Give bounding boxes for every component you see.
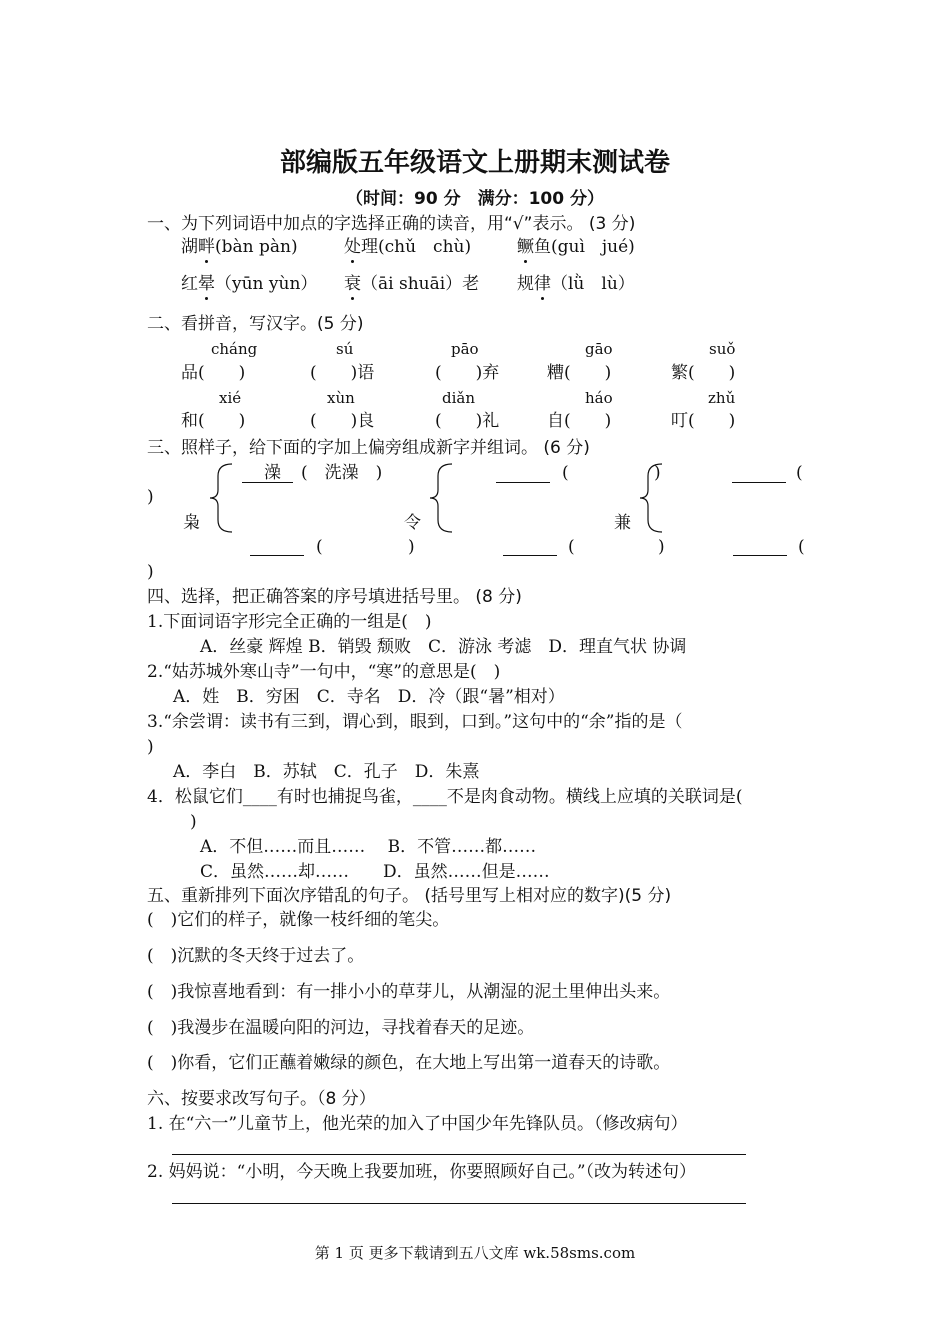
- paren-open: (: [562, 463, 569, 483]
- base-char: 兼: [614, 513, 631, 533]
- char-blank: 自( ): [547, 411, 612, 431]
- item-readings: （āi shuāi）老: [361, 274, 480, 294]
- char-blank: 糟( ): [547, 363, 612, 383]
- item-readings: 理(chǔ chù): [361, 237, 472, 257]
- char-blank: ( )语: [310, 363, 375, 383]
- answer-line: [172, 1203, 746, 1204]
- pinyin-label: pāo: [451, 340, 479, 358]
- pinyin-label: xùn: [327, 389, 355, 407]
- question-4: 4．松鼠它们____有时也捕捉鸟雀，____不是肉食动物。横线上应填的关联词是(: [147, 787, 743, 807]
- question-3: 3.“余尝谓：读书有三到，谓心到，眼到，口到。”这句中的“余”指的是（: [147, 712, 683, 732]
- pinyin-item: [344, 273, 479, 295]
- brace-left: [208, 462, 234, 534]
- char-blank: 和( ): [181, 411, 246, 431]
- item-prefix: 红: [181, 274, 198, 294]
- paren-close: ): [408, 537, 415, 557]
- pinyin-item: [181, 273, 317, 295]
- paren-open: (: [568, 537, 575, 557]
- item-prefix: 规: [517, 274, 534, 294]
- example-answer: [242, 462, 382, 484]
- dotted-char: 鳜: [517, 237, 534, 257]
- pinyin-label: sú: [336, 340, 354, 358]
- brace-left: [638, 462, 664, 534]
- page-footer: 第 1 页 更多下载请到五八文库 wk.58sms.com: [314, 1244, 636, 1262]
- pinyin-item: [517, 236, 635, 258]
- paren-close: ): [658, 537, 665, 557]
- question-3-tail: ): [147, 737, 154, 757]
- item-readings: 鱼(guì jué): [534, 237, 635, 257]
- char-blank: 品( ): [181, 363, 246, 383]
- dotted-char: 衰: [344, 274, 361, 294]
- section-5-heading: 五、重新排列下面次序错乱的句子。 (括号里写上相对应的数字)(5 分): [147, 886, 672, 906]
- page-subtitle: （时间：90 分 满分：100 分）: [346, 189, 604, 209]
- rewrite-question-2: 2. 妈妈说：“小明，今天晚上我要加班，你要照顾好自己。”（改为转述句）: [147, 1162, 697, 1182]
- pinyin-item: [344, 236, 471, 258]
- pinyin-label: cháng: [211, 340, 258, 358]
- question-4-options-a: A．不但……而且…… B．不管……都……: [200, 837, 537, 857]
- rewrite-question-1: 1. 在“六一”儿童节上，他光荣的加入了中国少年先锋队员。（修改病句）: [147, 1114, 688, 1134]
- pinyin-label: háo: [585, 389, 613, 407]
- paren-open: (: [798, 537, 805, 557]
- question-2: 2.“姑苏城外寒山寺”一句中，“寒”的意思是( ): [147, 662, 501, 682]
- dotted-char: 处: [344, 237, 361, 257]
- reorder-sentence: ( )你看，它们正蘸着嫩绿的颜色，在大地上写出第一道春天的诗歌。: [147, 1053, 671, 1073]
- brace-left: [428, 462, 454, 534]
- dotted-char: 律: [534, 274, 551, 294]
- example-word: ( 洗澡 ): [301, 463, 383, 483]
- char-blank: ( )礼: [435, 411, 500, 431]
- base-char: 枭: [183, 513, 200, 533]
- pinyin-item: [517, 273, 635, 295]
- pinyin-label: gāo: [585, 340, 613, 358]
- char-blank: ( )良: [310, 411, 375, 431]
- question-4-options-b: C．虽然……却…… D．虽然……但是……: [200, 862, 550, 882]
- question-1-options: A．丝豪 辉煌 B．销毁 颓败 C．游泳 考滤 D．理直气状 协调: [200, 637, 687, 657]
- reorder-sentence: ( )沉默的冬天终于过去了。: [147, 946, 365, 966]
- answer-line: [250, 555, 304, 556]
- char-blank: 叮( ): [671, 411, 736, 431]
- question-4-tail: ): [190, 812, 197, 832]
- dotted-char: 晕: [198, 274, 215, 294]
- pinyin-label: diǎn: [442, 389, 476, 407]
- reorder-sentence: ( )我惊喜地看到：有一排小小的草芽儿，从潮湿的泥土里伸出头来。: [147, 982, 671, 1002]
- section-3-heading: 三、照样子，给下面的字加上偏旁组成新字并组词。 (6 分): [147, 438, 590, 458]
- answer-line: [732, 482, 786, 483]
- paren-open: (: [316, 537, 323, 557]
- char-blank: 繁( ): [671, 363, 736, 383]
- answer-line: [503, 555, 557, 556]
- item-readings: (bàn pàn): [215, 237, 298, 257]
- example-char: 澡: [242, 464, 293, 483]
- question-3-options: A．李白 B．苏轼 C．孔子 D．朱熹: [173, 762, 480, 782]
- pinyin-label: zhǔ: [708, 389, 736, 407]
- section-1-heading: 一、为下列词语中加点的字选择正确的读音，用“√”表示。 (3 分): [147, 214, 636, 234]
- char-blank: ( )弃: [435, 363, 500, 383]
- page-title: 部编版五年级语文上册期末测试卷: [279, 148, 670, 178]
- section-4-heading: 四、选择，把正确答案的序号填进括号里。 (8 分): [147, 587, 522, 607]
- question-2-options: A．姓 B．穷困 C．寺名 D．冷（跟“暑”相对）: [173, 687, 565, 707]
- pinyin-label: suǒ: [709, 340, 736, 358]
- paren-close: ): [654, 463, 661, 483]
- dotted-char: 畔: [198, 237, 215, 257]
- paren-close: ): [147, 487, 154, 507]
- answer-line: [496, 482, 550, 483]
- pinyin-label: xié: [219, 389, 242, 407]
- pinyin-item: [181, 236, 298, 258]
- section-2-heading: 二、看拼音，写汉字。(5 分): [147, 314, 364, 334]
- item-readings: （yūn yùn）: [215, 274, 318, 294]
- item-readings: （lǜ lù）: [551, 274, 635, 294]
- reorder-sentence: ( )它们的样子，就像一枝纤细的笔尖。: [147, 910, 450, 930]
- answer-line: [172, 1154, 746, 1155]
- paren-close: ): [147, 562, 154, 582]
- reorder-sentence: ( )我漫步在温暖向阳的河边，寻找着春天的足迹。: [147, 1018, 535, 1038]
- answer-line: [733, 555, 787, 556]
- base-char: 令: [404, 513, 421, 533]
- section-6-heading: 六、按要求改写句子。（8 分）: [147, 1089, 376, 1109]
- item-prefix: 湖: [181, 237, 198, 257]
- paren-open: (: [796, 463, 803, 483]
- question-1: 1.下面词语字形完全正确的一组是( ): [147, 612, 432, 632]
